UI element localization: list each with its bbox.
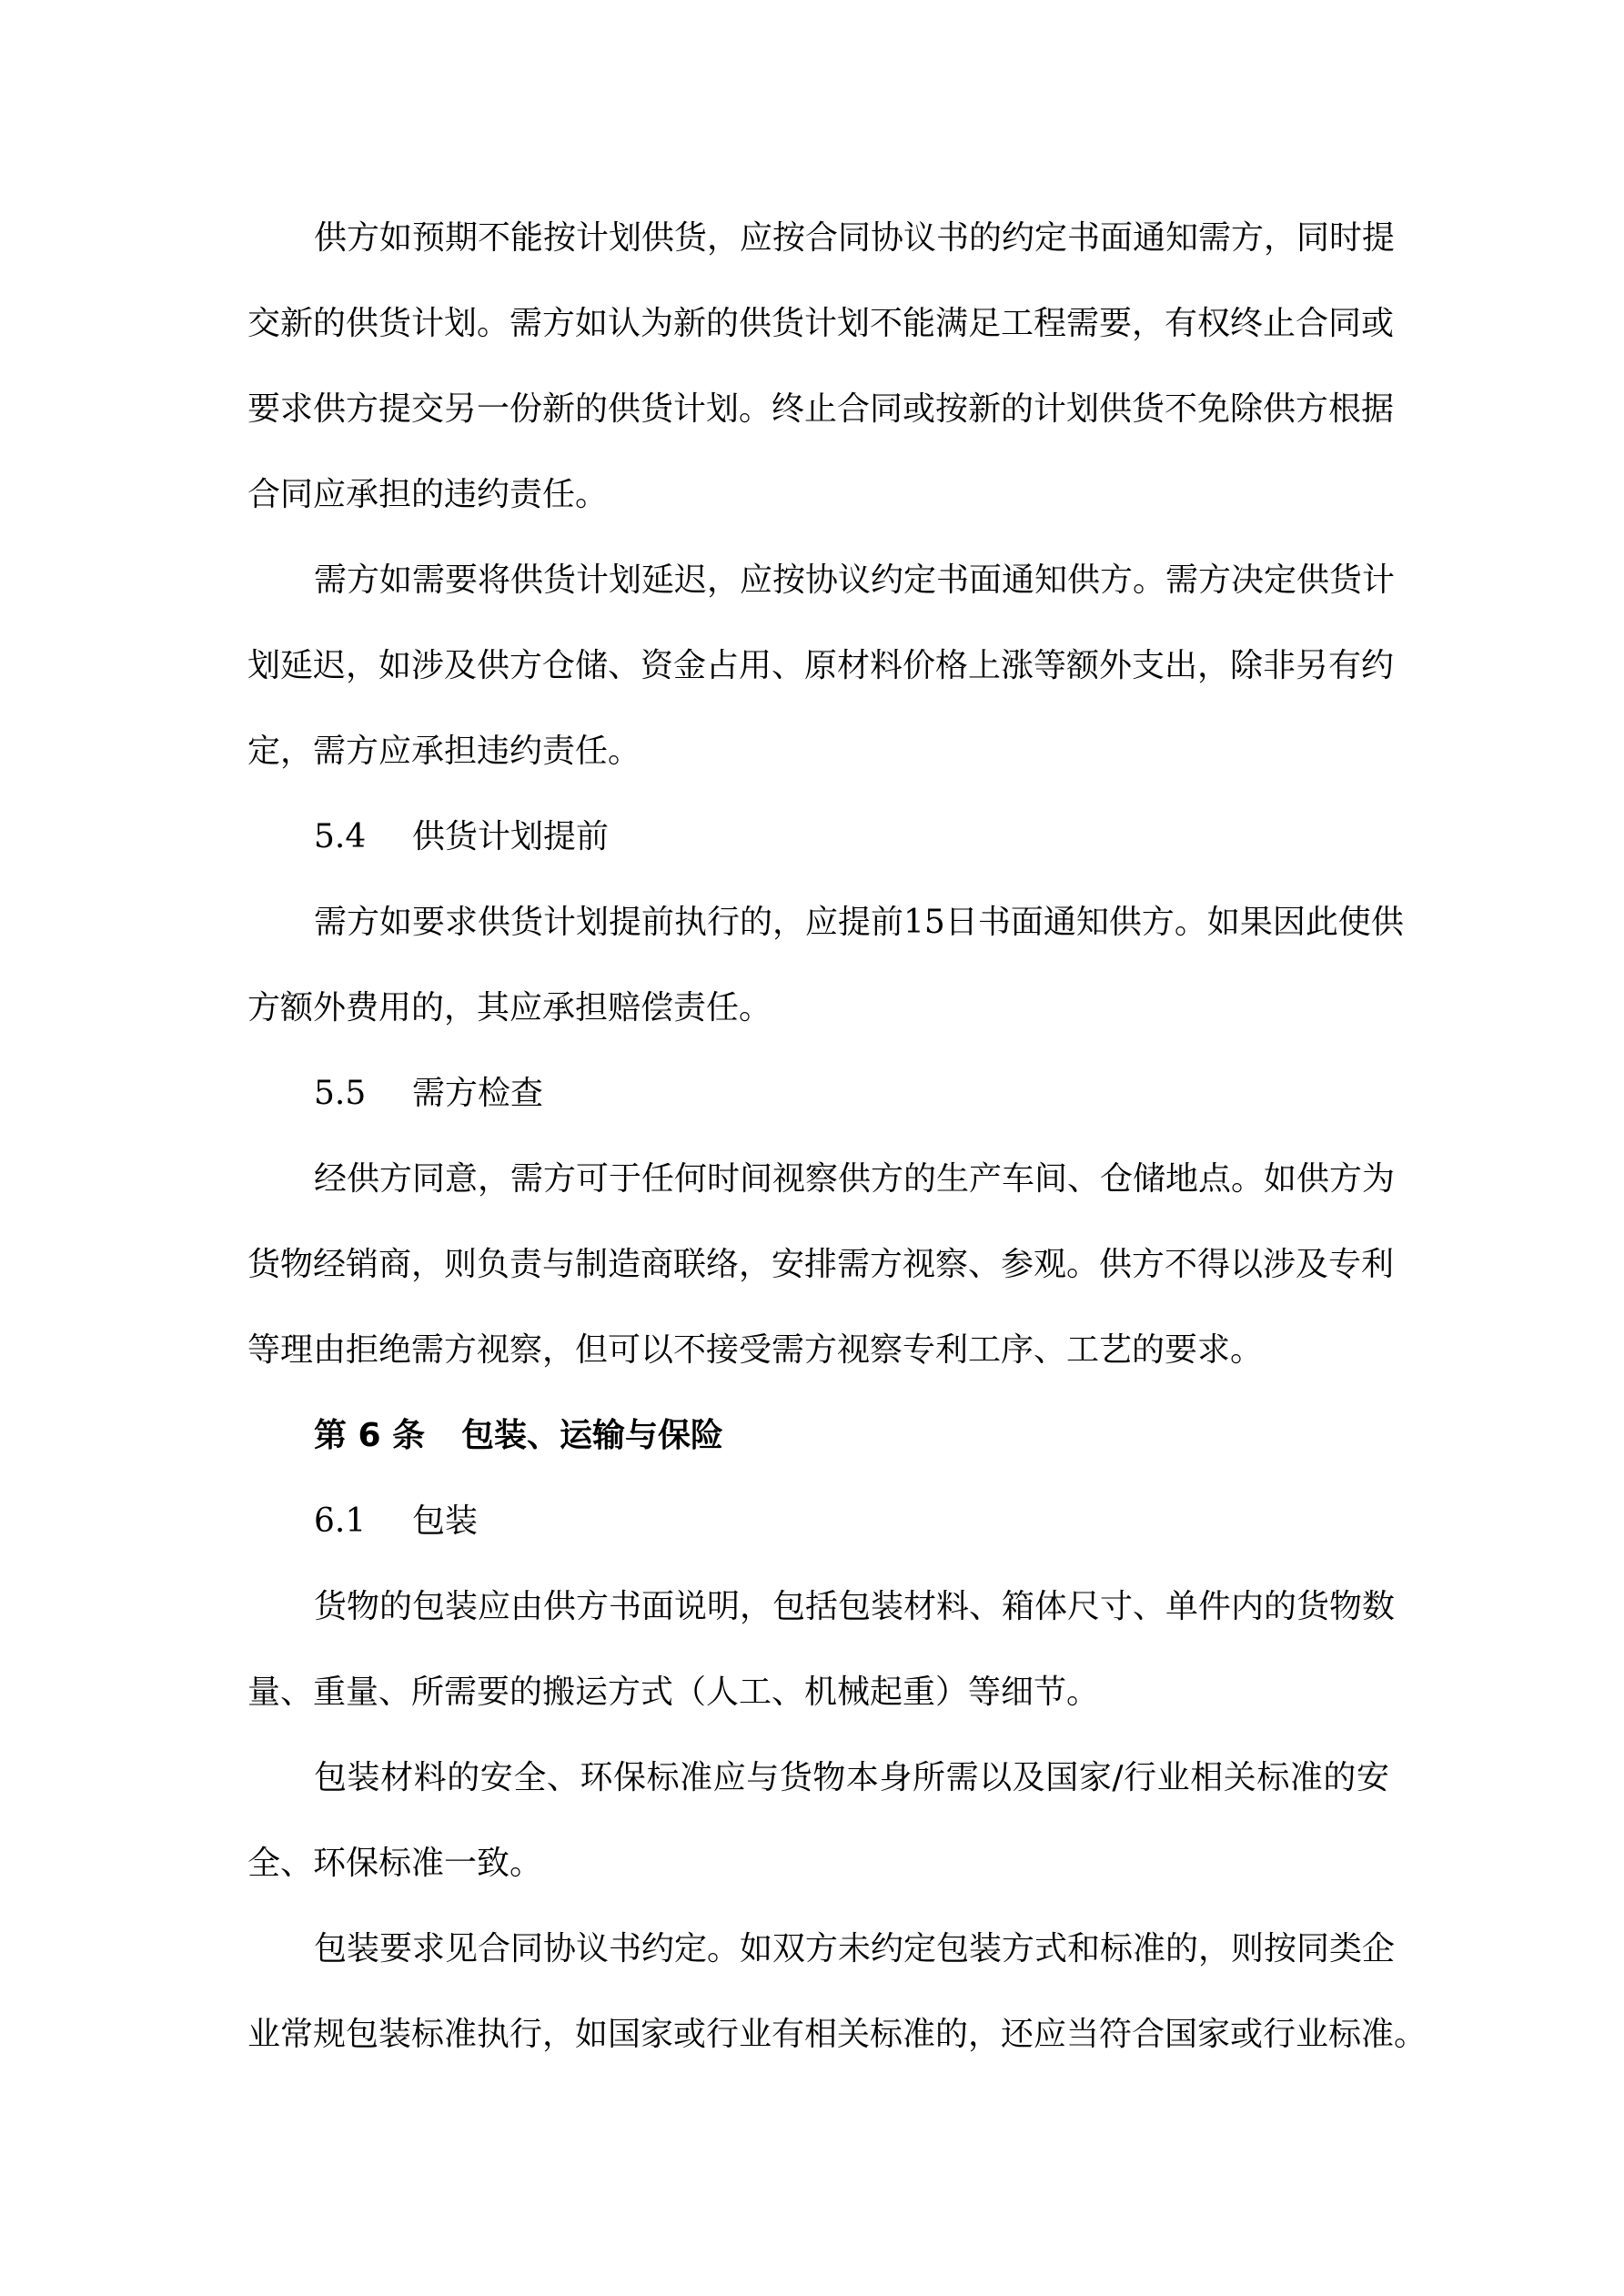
- article-number: 第 6 条: [314, 1417, 426, 1454]
- section-heading-6-1: [314, 1500, 478, 1543]
- paragraph-line: 全、环保标准一致。: [247, 1845, 543, 1882]
- paragraph-line: 定，需方应承担违约责任。: [247, 733, 641, 770]
- article-heading-6: [314, 1414, 723, 1458]
- paragraph-line: 合同应承担的违约责任。: [247, 476, 609, 513]
- paragraph-line: 货物的包装应由供方书面说明，包括包装材料、箱体尺寸、单件内的货物数: [314, 1588, 1396, 1625]
- article-title: 包装、运输与保险: [461, 1417, 724, 1454]
- paragraph-text: 日书面通知供方。如果因此使供: [944, 904, 1404, 941]
- section-heading-5-5: [314, 1072, 543, 1116]
- section-title: 包装: [412, 1502, 479, 1540]
- paragraph-line: 等理由拒绝需方视察，但可以不接受需方视察专利工序、工艺的要求。: [247, 1331, 1264, 1369]
- section-heading-5-4: [314, 815, 609, 859]
- section-title: 需方检查: [412, 1075, 544, 1112]
- paragraph-text: 需方如要求供货计划提前执行的，应提前: [314, 904, 904, 941]
- paragraph-line: 方额外费用的，其应承担赔偿责任。: [247, 989, 772, 1027]
- paragraph-line: 量、重量、所需要的搬运方式（人工、机械起重）等细节。: [247, 1674, 1100, 1711]
- paragraph-line: 需方如需要将供货计划延迟，应按协议约定书面通知供方。需方决定供货计: [314, 561, 1396, 599]
- section-number: 5.4: [314, 818, 367, 855]
- paragraph-line: 供方如预期不能按计划供货，应按合同协议书的约定书面通知需方，同时提: [314, 219, 1396, 257]
- paragraph-line: 交新的供货计划。需方如认为新的供货计划不能满足工程需要，有权终止合同或: [247, 305, 1395, 342]
- paragraph-line: 包装材料的安全、环保标准应与货物本身所需以及国家/行业相关标准的安: [314, 1759, 1389, 1796]
- paragraph-line: 要求供方提交另一份新的供货计划。终止合同或按新的计划供货不免除供方根据: [247, 390, 1395, 428]
- paragraph-line: 货物经销商，则负责与制造商联络，安排需方视察、参观。供方不得以涉及专利: [247, 1246, 1395, 1283]
- paragraph-line: [314, 901, 1404, 945]
- section-number: 6.1: [314, 1502, 367, 1540]
- section-title: 供货计划提前: [412, 818, 610, 855]
- section-number: 5.5: [314, 1075, 367, 1112]
- day-count: 15: [903, 904, 945, 941]
- paragraph-line: 经供方同意，需方可于任何时间视察供方的生产车间、仓储地点。如供方为: [314, 1160, 1396, 1198]
- paragraph-line: 业常规包装标准执行，如国家或行业有相关标准的，还应当符合国家或行业标准。: [247, 2016, 1427, 2053]
- paragraph-line: 包装要求见合同协议书约定。如双方未约定包装方式和标准的，则按同类企: [314, 1930, 1396, 1967]
- paragraph-line: 划延迟，如涉及供方仓储、资金占用、原材料价格上涨等额外支出，除非另有约: [247, 647, 1395, 684]
